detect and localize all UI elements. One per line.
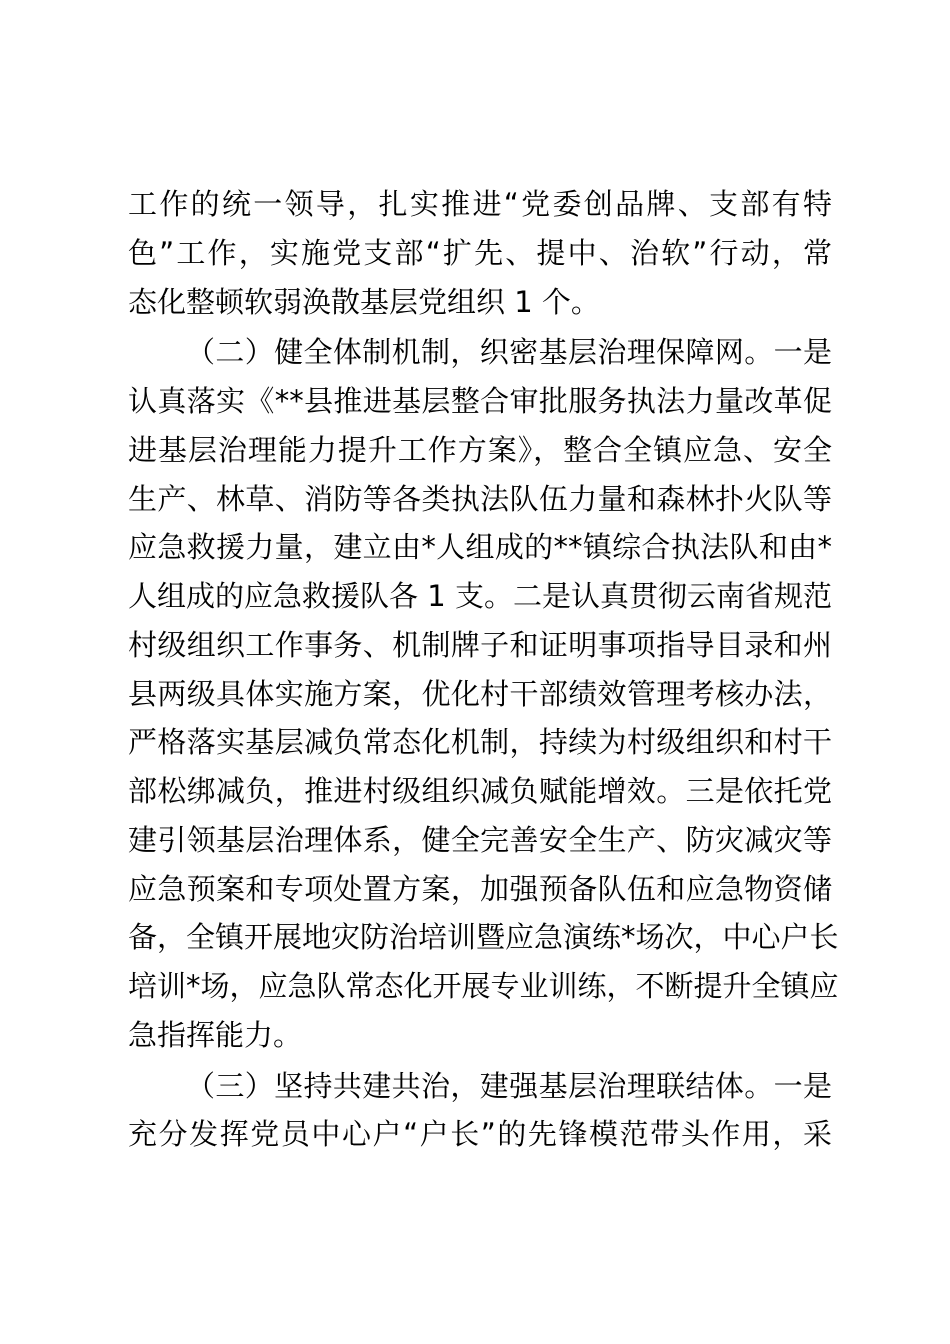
text-line: 培训*场，应急队常态化开展专业训练，不断提升全镇应	[128, 969, 839, 1003]
text-line: 生产、林草、消防等各类执法队伍力量和森林扑火队等	[128, 481, 832, 516]
text-line: 县两级具体实施方案，优化村干部绩效管理考核办法，	[128, 676, 832, 711]
text-line: 充分发挥党员中心户“户长”的先锋模范带头作用，采	[128, 1117, 832, 1152]
text-line: 应急救援力量，建立由*人组成的**镇综合执法队和由*	[128, 530, 832, 565]
text-line: 备，全镇开展地灾防治培训暨应急演练*场次，中心户长	[128, 920, 839, 955]
text-line: 进基层治理能力提升工作方案》，整合全镇应急、安全	[128, 432, 832, 467]
text-line: 人组成的应急救援队各 1 支。二是认真贯彻云南省规范	[128, 579, 832, 613]
text-line: 色”工作，实施党支部“扩先、提中、治软”行动，常	[128, 235, 832, 270]
text-line: （二）健全体制机制，织密基层治理保障网。一是	[186, 335, 832, 370]
text-line: 态化整顿软弱涣散基层党组织 1 个。	[128, 284, 600, 319]
text-line: 认真落实《**县推进基层整合审批服务执法力量改革促	[128, 384, 832, 418]
paragraph	[128, 328, 839, 1059]
paragraph	[128, 1062, 832, 1160]
text-line: 部松绑减负，推进村级组织减负赋能增效。三是依托党	[128, 774, 832, 808]
text-line: 村级组织工作事务、机制牌子和证明事项指导目录和州	[128, 627, 832, 662]
text-line: 严格落实基层减负常态化机制，持续为村级组织和村干	[128, 725, 832, 760]
text-line: 急指挥能力。	[128, 1017, 303, 1052]
text-line: 应急预案和专项处置方案，加强预备队伍和应急物资储	[128, 871, 832, 906]
text-line: 建引领基层治理体系，健全完善安全生产、防灾减灾等	[128, 822, 832, 857]
document-body	[128, 180, 839, 1159]
text-line: （三）坚持共建共治，建强基层治理联结体。一是	[186, 1068, 832, 1103]
paragraph	[128, 180, 832, 326]
text-line: 工作的统一领导，扎实推进“党委创品牌、支部有特	[128, 187, 832, 221]
